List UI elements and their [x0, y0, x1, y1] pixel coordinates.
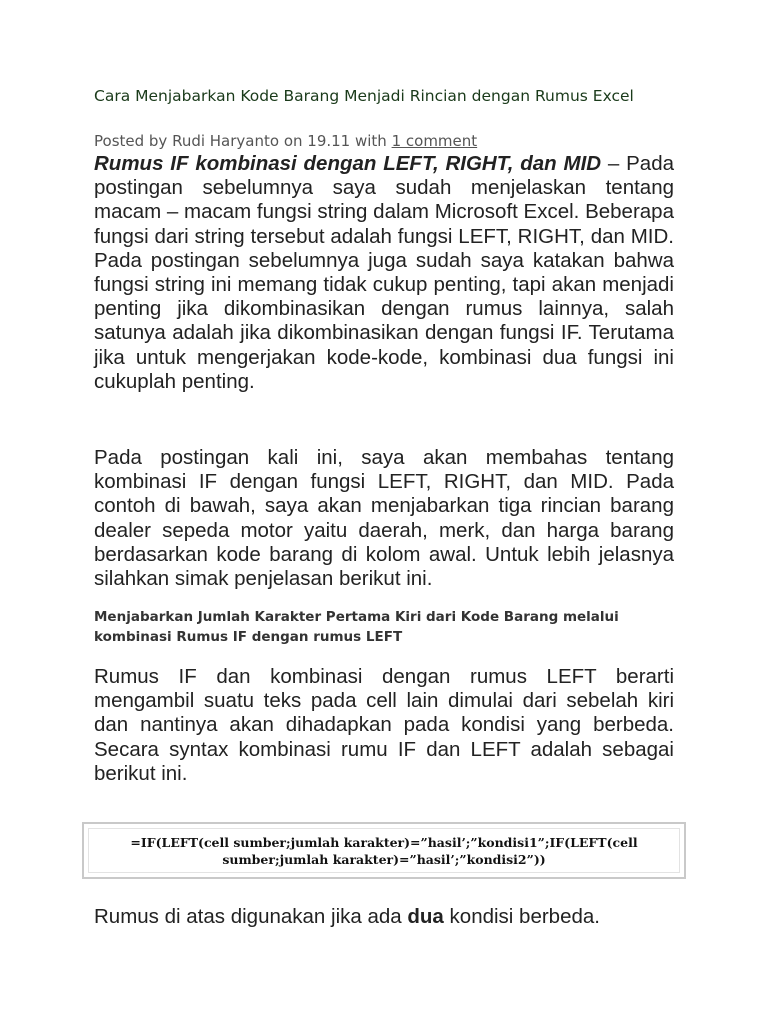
p4-bold: dua: [407, 905, 444, 928]
paragraph-4: [94, 905, 674, 929]
intro-paragraph: [94, 152, 674, 394]
formula-text: [88, 828, 680, 873]
section-subheading: Menjabarkan Jumlah Karakter Pertama Kiri dari Kode Barang melalui kombinasi Rumus IF dengan rumus LEFT: [94, 609, 619, 645]
comment-link[interactable]: 1 comment: [391, 132, 478, 150]
p4-after: kondisi berbeda.: [443, 905, 600, 928]
p4-before: Rumus di atas digunakan jika ada: [94, 905, 408, 928]
post-meta-text: Posted by Rudi Haryanto on 19.11 with: [94, 132, 392, 150]
post-meta: [94, 132, 477, 150]
formula-line-1: =IF(LEFT(cell sumber;jumlah karakter)=”hasil’;”kondisi1”;IF(LEFT(cell: [130, 834, 638, 850]
intro-dash: –: [601, 152, 627, 175]
intro-body: Pada postingan sebelumnya saya sudah menjelaskan tentang macam – macam fungsi string dalam Microsoft Excel. Beberapa fungsi dari string tersebut adalah fungsi LEFT, RIGHT, dan MID. Pada postingan sebelumnya juga sudah saya katakan bahwa fungsi string ini memang tidak cukup penting, tapi akan menjadi penting jika dikombinasikan dengan rumus lainnya, salah satunya adalah jika dikombinasikan dengan fungsi IF. Terutama jika untuk mengerjakan kode-kode, kombinasi dua fungsi ini cukuplah penting.: [94, 152, 675, 393]
formula-box: [82, 822, 686, 879]
paragraph-3: Rumus IF dan kombinasi dengan rumus LEFT berarti mengambil suatu teks pada cell lain dimulai dari sebelah kiri dan nantinya akan dihadapkan pada kondisi yang berbeda. Secara syntax kombinasi rumu IF dan LEFT adalah sebagai berikut ini.: [94, 665, 674, 785]
paragraph-2: Pada postingan kali ini, saya akan membahas tentang kombinasi IF dengan fungsi LEFT, RIGHT, dan MID. Pada contoh di bawah, saya akan menjabarkan tiga rincian barang dealer sepeda motor yaitu daerah, merk, dan harga barang berdasarkan kode barang di kolom awal. Untuk lebih jelasnya silahkan simak penjelasan berikut ini.: [94, 446, 674, 591]
post-title[interactable]: Cara Menjabarkan Kode Barang Menjadi Rincian dengan Rumus Excel: [94, 87, 634, 105]
formula-line-2: sumber;jumlah karakter)=”hasil’;”kondisi2”)): [222, 851, 546, 867]
intro-lead: Rumus IF kombinasi dengan LEFT, RIGHT, dan MID: [94, 152, 602, 175]
